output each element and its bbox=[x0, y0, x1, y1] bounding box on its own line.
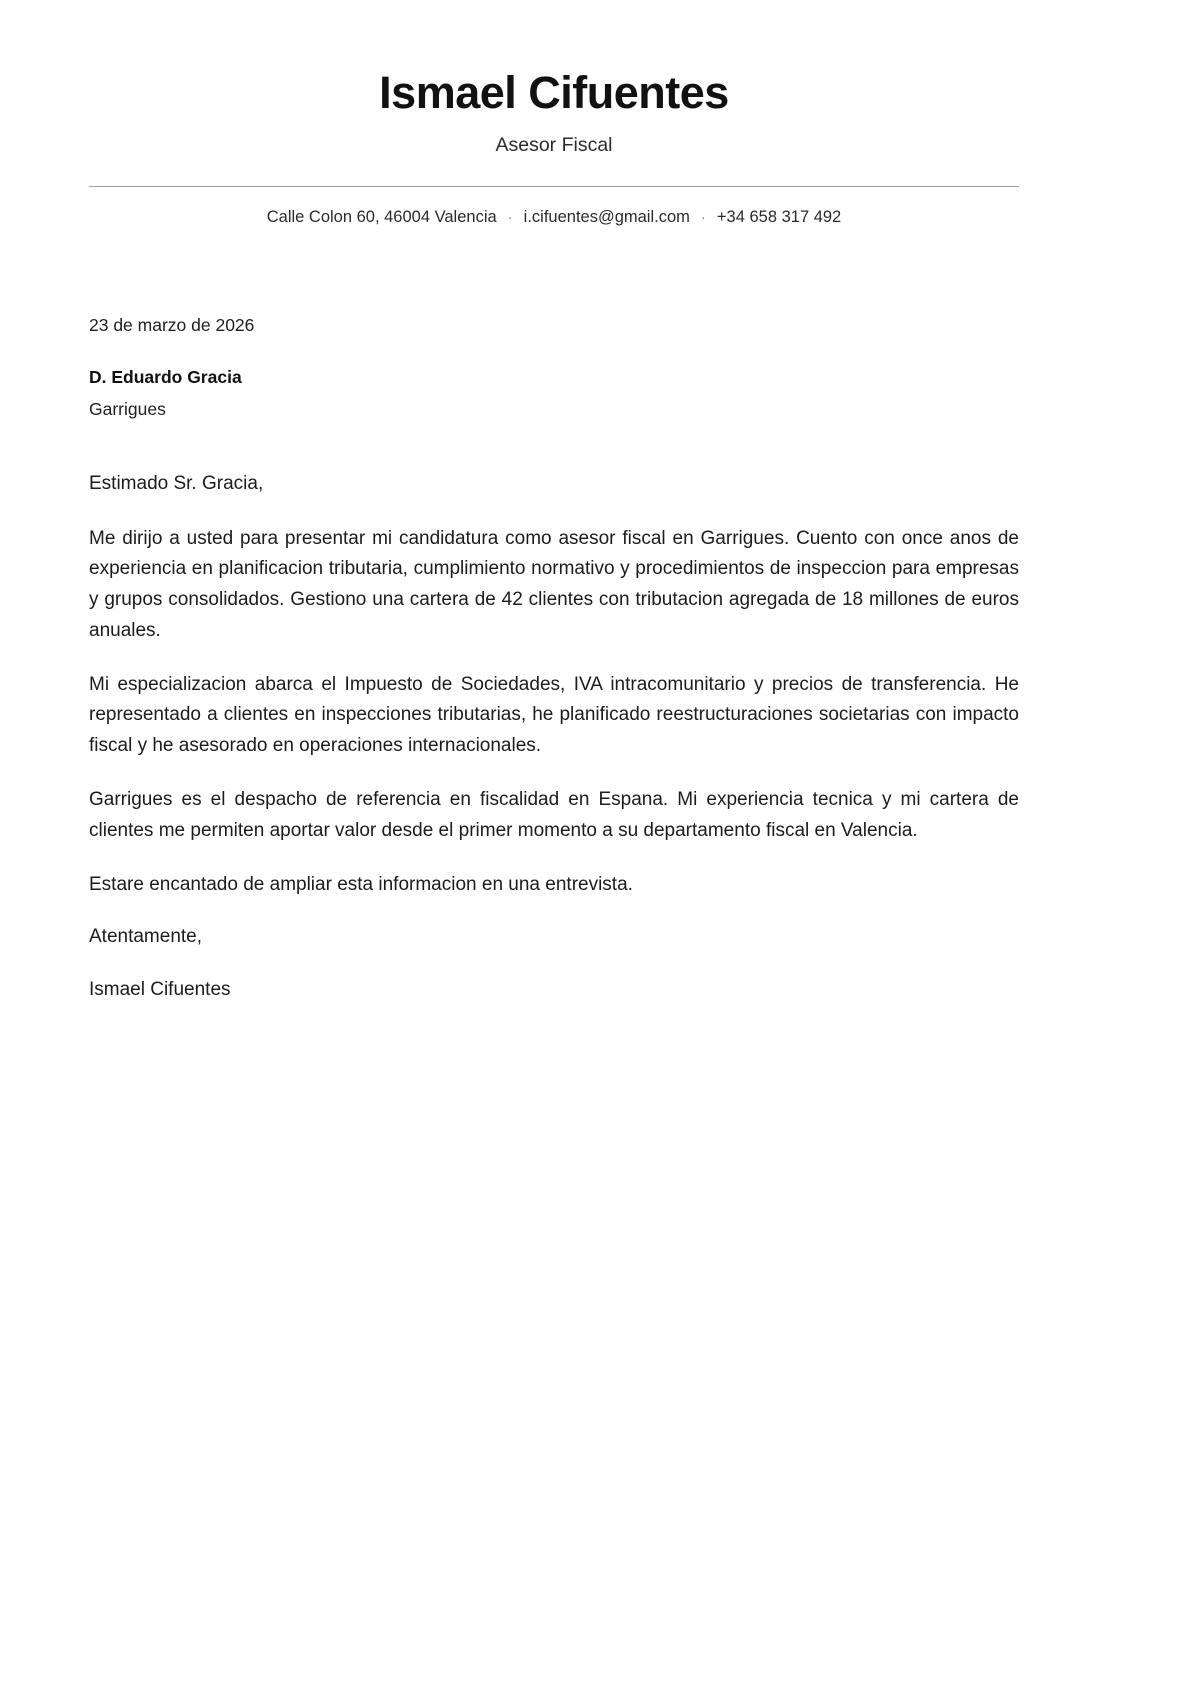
contact-email[interactable]: i.cifuentes@gmail.com bbox=[523, 207, 690, 226]
letter-header bbox=[89, 0, 1019, 228]
signature-name: Ismael Cifuentes bbox=[89, 978, 231, 1000]
closing-line: Atentamente, bbox=[89, 926, 203, 948]
contact-separator-icon: · bbox=[507, 208, 513, 226]
candidate-job-title: Asesor Fiscal bbox=[495, 134, 613, 157]
body-paragraph: Estare encantado de ampliar esta informacion en una entrevista. bbox=[89, 873, 633, 895]
letter-meta bbox=[89, 314, 1019, 422]
body-paragraph: Me dirijo a usted para presentar mi candidatura como asesor fiscal en Garrigues. Cuento con once anos de experiencia en planificacion tributaria, cumplimiento normativo y procedimientos de inspeccion para empresas y grupos consolidados. Gestiono una cartera de 42 clientes con tributacion agregada de 18 millones de euros anuales. bbox=[89, 527, 1019, 641]
contact-line bbox=[89, 207, 1019, 228]
body-paragraph: Mi especializacion abarca el Impuesto de Sociedades, IVA intracomunitario y precios de transferencia. He representado a clientes en inspecciones tributarias, he planificado reestructuraciones societarias con impacto fiscal y he asesorado en operaciones internacionales. bbox=[89, 673, 1019, 757]
contact-address: Calle Colon 60, 46004 Valencia bbox=[266, 207, 497, 226]
letter-body bbox=[89, 470, 1019, 1004]
recipient-company: Garrigues bbox=[89, 399, 166, 420]
letter-date: 23 de marzo de 2026 bbox=[89, 315, 255, 336]
contact-separator-icon: · bbox=[700, 208, 706, 226]
body-paragraph: Garrigues es el despacho de referencia en fiscalidad en Espana. Mi experiencia tecnica y mi cartera de clientes me permiten aportar valor desde el primer momento a su departamento fiscal en Valencia. bbox=[89, 789, 1019, 841]
salutation: Estimado Sr. Gracia, bbox=[89, 473, 264, 495]
letter-content bbox=[89, 0, 1019, 1004]
header-divider bbox=[89, 186, 1019, 187]
candidate-name: Ismael Cifuentes bbox=[379, 67, 729, 118]
contact-phone[interactable]: +34 658 317 492 bbox=[716, 207, 842, 226]
recipient-name: D. Eduardo Gracia bbox=[89, 366, 242, 387]
